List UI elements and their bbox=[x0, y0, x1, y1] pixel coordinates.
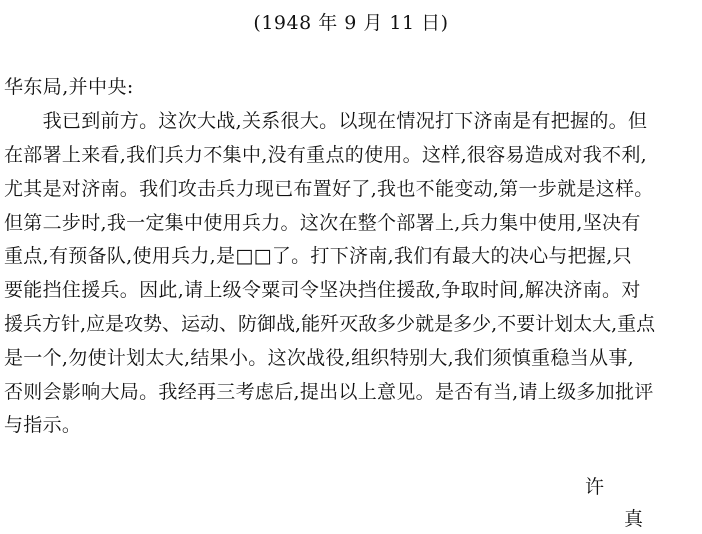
body-line: 与指示。 bbox=[4, 414, 82, 436]
body-line: 但第二步时,我一定集中使用兵力。这次在整个部署上,兵力集中使用,坚决有 bbox=[4, 212, 641, 234]
signature-line-1: 许 bbox=[585, 476, 605, 498]
body-line: 在部署上来看,我们兵力不集中,没有重点的使用。这样,很容易造成对我不利, bbox=[4, 144, 647, 166]
signature-line-2: 真 bbox=[624, 508, 644, 530]
body-line: 援兵方针,应是攻势、运动、防御战,能歼灭敌多少就是多少,不要计划太大,重点 bbox=[4, 313, 656, 335]
addressee: 华东局,并中央: bbox=[4, 76, 134, 98]
body-line: 重点,有预备队,使用兵力,是□□了。打下济南,我们有最大的决心与把握,只 bbox=[4, 245, 632, 267]
body-line: 我已到前方。这次大战,关系很大。以现在情况打下济南是有把握的。但 bbox=[4, 110, 648, 132]
body-line: 否则会影响大局。我经再三考虑后,提出以上意见。是否有当,请上级多加批评 bbox=[4, 381, 654, 403]
document-date: (1948 年 9 月 11 日) bbox=[253, 12, 449, 34]
body-line: 要能挡住援兵。因此,请上级令粟司令坚决挡住援敌,争取时间,解决济南。对 bbox=[4, 279, 641, 301]
body-line: 是一个,勿使计划太大,结果小。这次战役,组织特别大,我们须慎重稳当从事, bbox=[4, 347, 634, 369]
body-line: 尤其是对济南。我们攻击兵力现已布置好了,我也不能变动,第一步就是这样。 bbox=[4, 178, 654, 200]
